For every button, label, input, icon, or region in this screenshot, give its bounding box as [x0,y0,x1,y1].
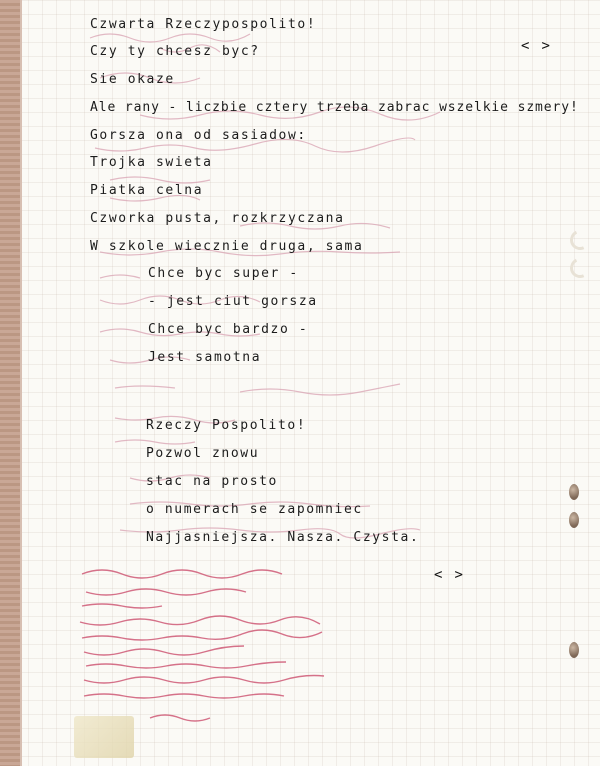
poem-line: - jest ciut gorsza [148,294,318,309]
poem-line: Czworka pusta, rozkrzyczana [90,211,345,226]
poem-line: Pozwol znowu [146,446,260,461]
binder-ring-icon [569,512,579,528]
poem-line: Czwarta Rzeczypospolito! [90,17,317,32]
poem-line: Jest samotna [148,350,262,365]
poem-line: Najjasniejsza. Nasza. Czysta. [146,530,420,545]
poem-line: Trojka swieta [90,155,213,170]
poem-line: Sie okaze [90,72,175,87]
poem-line: Czy ty chcesz byc? [90,44,260,59]
nav-bottom [434,567,463,583]
poem-line: Gorsza ona od sasiadow: [90,128,307,143]
next-button[interactable]: > [454,567,463,583]
prev-button[interactable]: < [434,567,443,583]
binder-ring-icon [569,642,579,658]
poem-line: W szkole wiecznie druga, sama [90,239,364,254]
poem-line: Ale rany - liczbie cztery trzeba zabrac wszelkie szmery! [90,100,579,115]
binder-ring-icon [569,484,579,500]
paper-sticker [74,716,134,758]
poem-line: o numerach se zapomniec [146,502,363,517]
nav-top [521,38,550,54]
poem-line: Chce byc bardzo - [148,322,309,337]
poem-line: Chce byc super - [148,266,299,281]
next-button[interactable]: > [541,38,550,54]
poem-line: Rzeczy Pospolito! [146,418,307,433]
poem-line: stac na prosto [146,474,278,489]
poem-line: Piatka celna [90,183,204,198]
prev-button[interactable]: < [521,38,530,54]
